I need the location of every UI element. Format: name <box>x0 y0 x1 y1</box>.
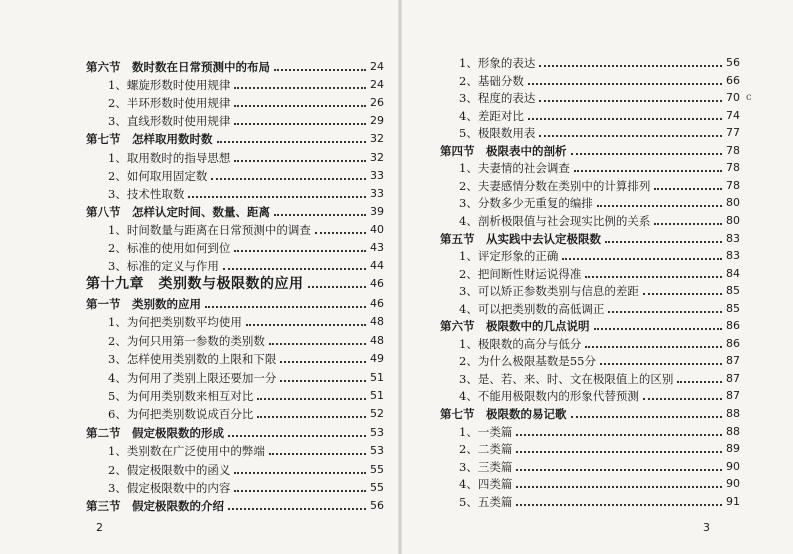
dot-leader <box>315 231 366 234</box>
toc-entry-title: 3、三类篇 <box>459 459 513 474</box>
toc-entry-item <box>459 192 740 210</box>
toc-entry-page: 88 <box>726 424 740 438</box>
toc-entry-title: 第七节 极限数的易记歌 <box>440 407 567 421</box>
toc-entry-chapter <box>86 271 384 291</box>
toc-entry-item <box>108 311 384 329</box>
toc-entry-title: 2、标准的使用如何到位 <box>108 241 231 255</box>
toc-entry-page: 87 <box>726 389 740 403</box>
toc-entry-item <box>459 438 740 456</box>
toc-entry-section <box>440 228 740 246</box>
toc-entry-page: 88 <box>726 407 740 420</box>
dot-leader <box>677 380 722 383</box>
toc-entry-item <box>459 175 740 193</box>
toc-entry-item <box>108 147 384 165</box>
toc-entry-page: 44 <box>370 259 384 273</box>
toc-entry-title: 2、基础分数 <box>459 73 524 88</box>
toc-entry-page: 43 <box>370 241 384 254</box>
dot-leader <box>246 323 366 326</box>
toc-entry-title: 第六节 极限数中的几点说明 <box>440 319 590 334</box>
toc-entry-title: 3、直线形数时使用规律 <box>108 114 231 129</box>
dot-leader <box>608 310 722 313</box>
dot-leader <box>228 507 366 510</box>
toc-entry-item <box>459 385 740 403</box>
toc-entry-page: 32 <box>370 150 384 164</box>
dot-leader <box>562 257 722 260</box>
toc-entry-title: 2、夫妻感情分数在类别中的计算排列 <box>459 178 651 193</box>
toc-entry-title: 2、把间断性财运说得准 <box>459 266 582 281</box>
toc-entry-section <box>440 315 740 333</box>
page-number-left: 2 <box>96 521 103 534</box>
toc-entry-item <box>108 74 384 92</box>
toc-entry-page: 87 <box>726 371 740 385</box>
toc-entry-page: 32 <box>370 132 384 146</box>
toc-entry-title: 3、分数多少无重复的编排 <box>459 196 593 211</box>
toc-entry-section <box>86 293 384 311</box>
dot-leader <box>234 249 366 252</box>
toc-entry-section <box>86 201 384 219</box>
toc-entry-title: 6、为何把类别数说成百分比 <box>108 407 254 422</box>
dot-leader <box>594 327 723 330</box>
toc-entry-title: 1、为何把类别数平均使用 <box>108 315 242 330</box>
toc-entry-title: 4、四类篇 <box>459 477 513 492</box>
dot-leader <box>234 471 366 474</box>
toc-entry-item <box>459 210 740 228</box>
toc-entry-title: 第一节 类别数的应用 <box>86 297 201 311</box>
toc-entry-page: 83 <box>726 249 740 263</box>
dot-leader <box>269 452 366 455</box>
toc-entry-item <box>459 263 740 281</box>
toc-entry-item <box>459 298 740 316</box>
dot-leader <box>516 503 722 506</box>
toc-entry-item <box>108 440 384 458</box>
dot-leader <box>234 489 366 492</box>
toc-entry-page: 26 <box>370 96 384 110</box>
dot-leader <box>234 159 366 162</box>
toc-entry-title: 第八节 怎样认定时间、数量、距离 <box>86 204 270 219</box>
toc-entry-item <box>459 105 740 123</box>
toc-entry-item <box>108 348 384 366</box>
toc-entry-item <box>459 52 740 70</box>
dot-leader <box>257 415 366 418</box>
dot-leader <box>516 468 722 471</box>
dot-leader <box>539 99 722 102</box>
dot-leader <box>516 450 722 453</box>
toc-entry-page: 55 <box>370 481 384 494</box>
toc-entry-page: 91 <box>726 494 740 508</box>
toc-entry-page: 33 <box>370 186 384 200</box>
toc-entry-page: 86 <box>726 336 740 350</box>
toc-entry-title: 3、怎样使用类别数的上限和下限 <box>108 352 277 367</box>
toc-entry-page: 46 <box>370 297 384 310</box>
toc-entry-item <box>108 477 384 495</box>
toc-entry-page: 77 <box>726 126 740 140</box>
toc-entry-page: 90 <box>726 459 740 473</box>
toc-entry-item <box>108 219 384 237</box>
dot-leader <box>571 152 723 155</box>
toc-entry-item <box>108 165 384 183</box>
toc-entry-section <box>86 422 384 440</box>
toc-entry-title: 第四节 极限表中的剖析 <box>440 143 567 158</box>
dot-leader <box>528 117 722 120</box>
dot-leader <box>274 68 366 71</box>
toc-entry-title: 1、类别数在广泛使用中的弊端 <box>108 444 265 459</box>
toc-entry-title: 1、螺旋形数时使用规律 <box>108 78 231 93</box>
dot-leader <box>234 86 366 89</box>
toc-entry-item <box>459 245 740 263</box>
dot-leader <box>516 485 722 488</box>
toc-entry-section <box>86 128 384 146</box>
page-number-right: 3 <box>703 521 710 534</box>
toc-entry-item <box>108 92 384 110</box>
toc-entry-item <box>459 421 740 439</box>
dot-leader <box>600 362 722 365</box>
toc-entry-page: 40 <box>370 222 384 236</box>
dot-leader <box>654 222 722 225</box>
toc-entry-title: 2、假定极限数中的函义 <box>108 462 231 477</box>
toc-entry-page: 55 <box>370 462 384 476</box>
toc-entry-page: 51 <box>370 370 384 384</box>
toc-entry-item <box>459 70 740 88</box>
toc-entry-page: 48 <box>370 315 384 329</box>
toc-entry-title: 3、可以矫正参数类别与信息的差距 <box>459 284 639 299</box>
toc-entry-title: 1、极限数的高分与低分 <box>459 336 582 351</box>
toc-entry-title: 1、取用数时的指导思想 <box>108 150 231 165</box>
toc-entry-page: 66 <box>726 73 740 87</box>
toc-entry-item <box>459 87 740 105</box>
toc-entry-page: 53 <box>370 425 384 439</box>
toc-entry-title: 第七节 怎样取用数时数 <box>86 132 213 147</box>
toc-entry-page: 84 <box>726 266 740 280</box>
dot-leader <box>574 169 722 172</box>
toc-entry-title: 3、假定极限数中的内容 <box>108 481 231 495</box>
toc-entry-page: 53 <box>370 444 384 458</box>
toc-entry-title: 5、五类篇 <box>459 494 513 509</box>
toc-entry-title: 2、如何取用固定数 <box>108 168 208 183</box>
toc-entry-item <box>459 122 740 140</box>
toc-entry-title: 第三节 假定极限数的介绍 <box>86 499 224 514</box>
dot-leader <box>223 267 366 270</box>
dot-leader <box>308 285 367 288</box>
toc-entry-title: 5、极限数用表 <box>459 126 536 141</box>
toc-entry-page: 74 <box>726 108 740 122</box>
dot-leader <box>539 64 722 67</box>
toc-entry-page: 52 <box>370 407 384 421</box>
toc-entry-title: 2、为何只用第一参数的类别数 <box>108 333 265 348</box>
toc-entry-title: 第十九章 类别数与极限数的应用 <box>86 276 304 292</box>
dot-leader <box>605 240 722 243</box>
toc-entry-page: 24 <box>370 78 384 92</box>
toc-entry-item <box>108 367 384 385</box>
right-page <box>400 0 793 554</box>
dot-leader <box>571 415 723 418</box>
toc-entry-page: 29 <box>370 114 384 128</box>
toc-entry-title: 第五节 从实践中去认定极限数 <box>440 231 601 246</box>
dot-leader <box>585 345 722 348</box>
toc-entry-item <box>459 456 740 474</box>
toc-entry-title: 5、为何用类别数来相互对比 <box>108 389 254 403</box>
toc-entry-item <box>108 385 384 403</box>
dot-leader <box>654 187 722 190</box>
dot-leader <box>643 397 722 400</box>
toc-entry-title: 4、可以把类别数的高低调正 <box>459 301 605 316</box>
dot-leader <box>528 82 722 85</box>
toc-entry-page: 85 <box>726 284 740 298</box>
toc-entry-title: 4、不能用极限数内的形象代替预测 <box>459 389 639 404</box>
toc-entry-section <box>86 56 384 74</box>
dot-leader <box>269 342 366 345</box>
toc-entry-title: 3、技术性取数 <box>108 186 185 201</box>
toc-entry-title: 3、标准的定义与作用 <box>108 259 219 274</box>
toc-entry-page: 89 <box>726 442 740 456</box>
toc-entry-title: 第六节 数时数在日常预测中的布局 <box>86 60 270 74</box>
toc-entry-item <box>459 368 740 386</box>
toc-entry-title: 2、半环形数时使用规律 <box>108 96 231 111</box>
toc-entry-title: 1、时间数量与距离在日常预测中的调查 <box>108 222 311 237</box>
toc-entry-item <box>459 333 740 351</box>
toc-entry-page: 49 <box>370 352 384 366</box>
margin-mark: c <box>746 92 752 103</box>
toc-entry-page: 78 <box>726 143 740 157</box>
toc-entry-page: 56 <box>370 499 384 513</box>
toc-entry-page: 86 <box>726 319 740 333</box>
dot-leader <box>280 360 366 363</box>
toc-entry-item <box>108 330 384 348</box>
toc-entry-page: 83 <box>726 231 740 245</box>
toc-entry-title: 4、差距对比 <box>459 108 524 123</box>
dot-leader <box>234 122 366 125</box>
dot-leader <box>274 213 366 216</box>
toc-entry-page: 90 <box>726 477 740 491</box>
toc-entry-page: 56 <box>726 56 740 69</box>
toc-entry-title: 2、为什么极限基数是55分 <box>459 354 596 369</box>
dot-leader <box>228 434 366 437</box>
dot-leader <box>585 275 722 278</box>
toc-entry-page: 78 <box>726 161 740 175</box>
toc-entry-title: 1、一类篇 <box>459 424 513 439</box>
toc-entry-section <box>440 140 740 158</box>
dot-leader <box>205 305 366 308</box>
dot-leader <box>516 433 722 436</box>
dot-leader <box>211 177 366 180</box>
dot-leader <box>217 140 367 143</box>
dot-leader <box>234 104 366 107</box>
toc-entry-title: 1、夫妻情的社会调查 <box>459 161 570 176</box>
toc-entry-item <box>108 459 384 477</box>
toc-entry-page: 46 <box>370 277 384 290</box>
toc-entry-page: 70 <box>726 91 740 105</box>
toc-entry-item <box>459 473 740 491</box>
dot-leader <box>539 134 722 137</box>
toc-entry-item <box>459 350 740 368</box>
toc-entry-title: 1、评定形象的正确 <box>459 249 559 264</box>
toc-entry-page: 51 <box>370 389 384 402</box>
toc-entry-title: 1、形象的表达 <box>459 56 536 70</box>
toc-entry-page: 33 <box>370 168 384 182</box>
toc-entry-page: 80 <box>726 213 740 227</box>
toc-entry-item <box>108 237 384 255</box>
dot-leader <box>188 195 366 198</box>
toc-entry-section <box>86 495 384 513</box>
toc-entry-page: 78 <box>726 178 740 192</box>
toc-entry-title: 4、为何用了类别上限还要加一分 <box>108 370 277 385</box>
toc-entry-item <box>108 110 384 128</box>
toc-entry-item <box>108 183 384 201</box>
toc-entry-title: 4、剖析极限值与社会现实比例的关系 <box>459 213 651 228</box>
toc-entry-section <box>440 403 740 421</box>
toc-entry-item <box>108 403 384 421</box>
toc-entry-title: 3、是、若、来、时、文在极限值上的区别 <box>459 371 674 386</box>
toc-entry-page: 24 <box>370 60 384 73</box>
dot-leader <box>257 397 366 400</box>
dot-leader <box>597 204 722 207</box>
toc-entry-page: 85 <box>726 301 740 315</box>
toc-entry-page: 87 <box>726 354 740 368</box>
toc-entry-page: 39 <box>370 204 384 218</box>
toc-entry-page: 48 <box>370 333 384 347</box>
dot-leader <box>643 292 722 295</box>
toc-entry-title: 第二节 假定极限数的形成 <box>86 425 224 440</box>
dot-leader <box>280 379 366 382</box>
toc-entry-item <box>459 491 740 509</box>
toc-entry-page: 80 <box>726 196 740 210</box>
toc-entry-title: 3、程度的表达 <box>459 91 536 106</box>
toc-entry-title: 2、二类篇 <box>459 442 513 457</box>
toc-entry-item <box>459 157 740 175</box>
toc-entry-item <box>459 280 740 298</box>
